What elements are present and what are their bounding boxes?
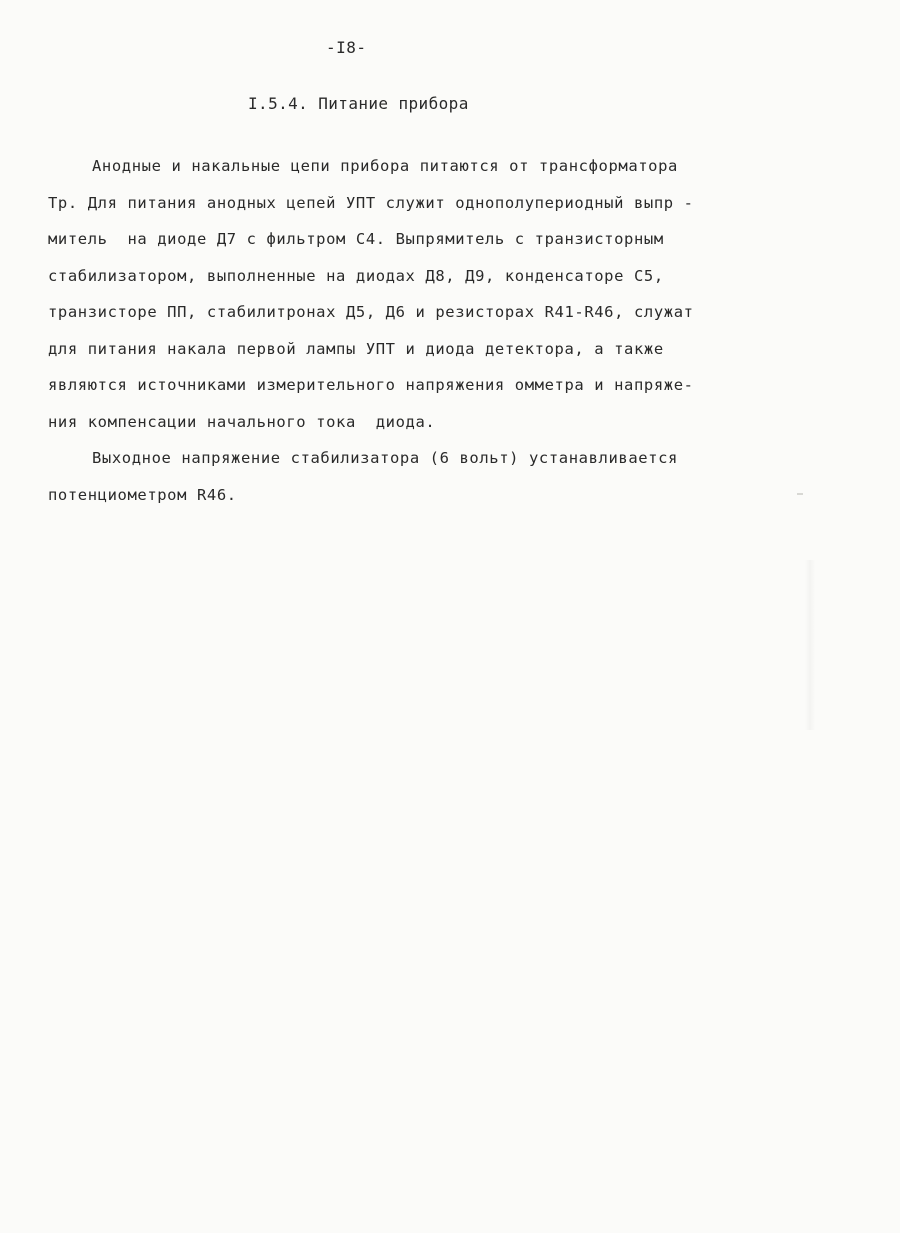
paragraph-line: Выходное напряжение стабилизатора (6 вольт) устанавливается bbox=[92, 449, 678, 467]
paragraph-line: митель на диоде Д7 с фильтром С4. Выпрямитель с транзисторным bbox=[48, 230, 664, 248]
paragraph-2 bbox=[48, 440, 788, 513]
paragraph-line: стабилизатором, выполненные на диодах Д8, Д9, конденсаторе С5, bbox=[48, 266, 664, 285]
paragraph-line: потенциометром R46. bbox=[48, 485, 237, 504]
paragraph-line: ния компенсации начального тока диода. bbox=[48, 412, 436, 431]
body-text bbox=[48, 148, 788, 513]
scan-shadow bbox=[805, 560, 815, 730]
section-heading: I.5.4. Питание прибора bbox=[248, 94, 469, 113]
paragraph-line: являются источниками измерительного напряжения омметра и напряже- bbox=[48, 376, 694, 394]
paragraph-1 bbox=[48, 148, 788, 440]
paragraph-line: для питания накала первой лампы УПТ и диода детектора, а также bbox=[48, 339, 664, 358]
paragraph-line: Анодные и накальные цепи прибора питаются от трансформатора bbox=[92, 157, 678, 175]
page-number: -I8- bbox=[326, 38, 367, 57]
paragraph-line: Тр. Для питания анодных цепей УПТ служит однополупериодный выпр - bbox=[48, 193, 694, 212]
scan-speck bbox=[797, 493, 803, 495]
paragraph-line: транзисторе ПП, стабилитронах Д5, Д6 и резисторах R41-R46, служат bbox=[48, 303, 694, 321]
